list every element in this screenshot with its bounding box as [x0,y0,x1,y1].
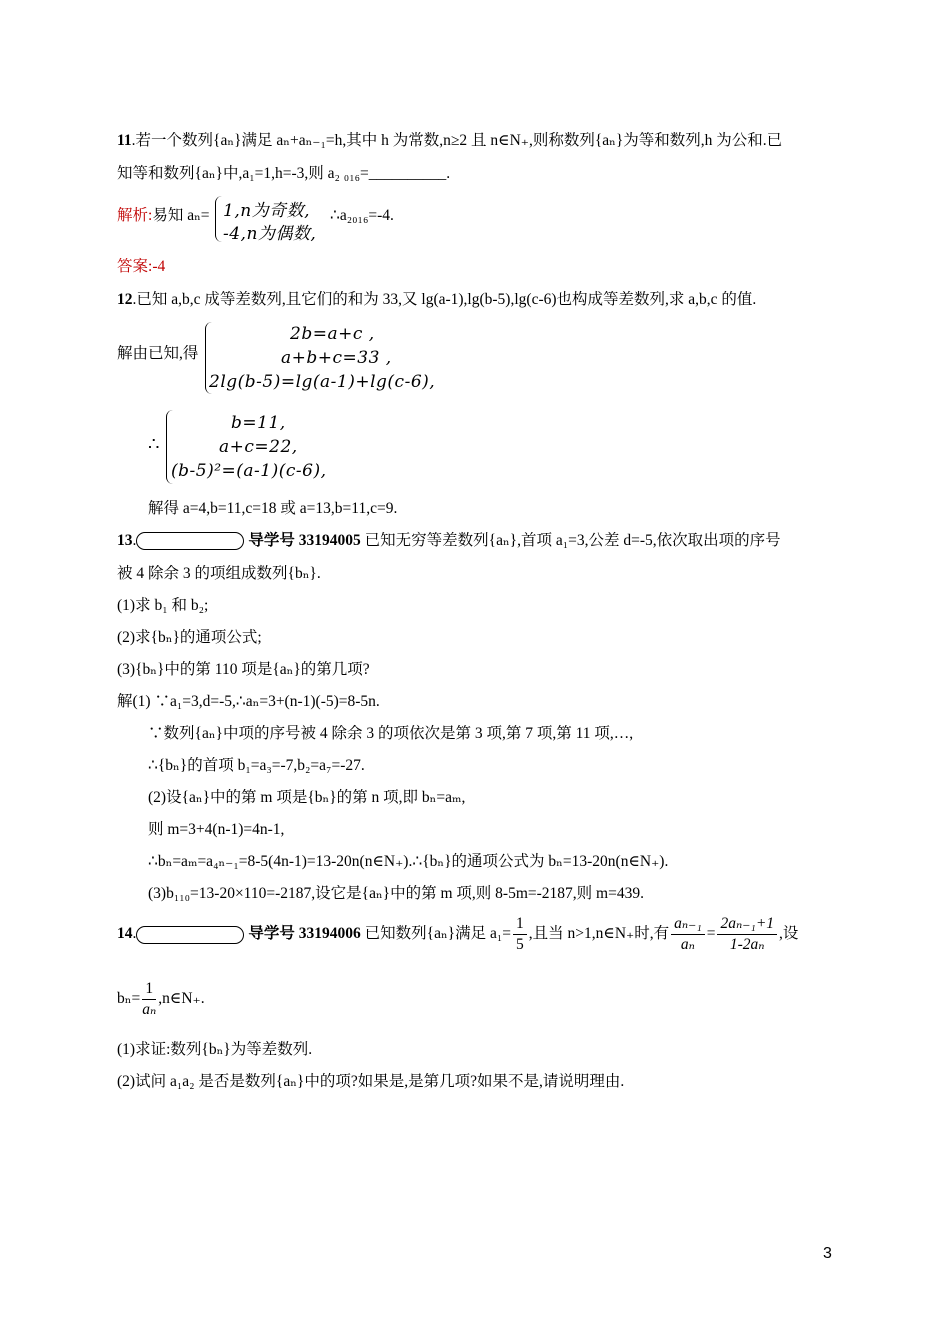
q14-frac-a1 [513,914,527,955]
q14-frac-a1-num: 1 [513,914,527,935]
q14-badge [136,926,244,944]
q13-part1: (1)求 b₁ 和 b₂; [117,597,209,614]
q13-sol5: 则 m=3+4(n-1)=4n-1, [148,821,285,838]
q12-sys1-eq2: a+b+c=33 , [281,348,392,368]
q14-part2: (2)试问 a₁a₂ 是否是数列{aₙ}中的项?如果是,是第几项?如果不是,请说明理由. [117,1073,625,1090]
q14-def-prefix: bₙ= [117,990,141,1008]
q13-part2: (2)求{bₙ}的通项公式; [117,629,262,646]
q11-case2: -4,n为偶数, [223,224,317,244]
q12-therefore: ∴ [148,434,160,454]
q14-frac-lhs-den: aₙ [680,936,695,953]
q13-sol3: ∴{bₙ}的首项 b₁=a₃=-7,b₂=a₇=-27. [148,757,365,774]
q12-sys2-eq2: a+c=22, [219,437,298,457]
q11-brace [215,196,222,242]
q11-answer-value: -4 [152,258,166,275]
q11-number: 11 [117,132,132,149]
page-number: 3 [823,1245,832,1262]
q12-text-line1: .已知 a,b,c 成等差数列,且它们的和为 33,又 lg(a-1),lg(b-5),lg(c-6)也构成等差数列,求 a,b,c 的值. [132,291,757,308]
q14-frac-b [142,979,156,1020]
q11-analysis-prefix: 易知 aₙ= [152,207,210,224]
q13-sol7: (3)b₁₁₀=13-20×110=-2187,设它是{aₙ}中的第 m 项,则 8-5m=-2187,则 m=439. [148,885,644,902]
q13-sol1: 解(1) ∵a₁=3,d=-5,∴aₙ=3+(n-1)(-5)=8-5n. [117,693,380,710]
q14-text-b: ,且当 n>1,n∈N₊时,有 [528,925,670,943]
q14-frac-rhs-den: 1-2aₙ [729,936,765,953]
q11-answer-label: 答案: [117,258,153,275]
q11-answer [117,257,165,277]
q13-line2: 被 4 除余 3 的项组成数列{bₙ}. [117,565,321,582]
q13-part3: (3){bₙ}中的第 110 项是{aₙ}的第几项? [117,661,370,678]
q14-text-c: ,设 [779,925,799,943]
q12-number: 12 [117,291,133,308]
q14-frac-b-num: 1 [142,979,156,1000]
q14-frac-lhs [671,914,705,955]
q14-equals: = [706,925,716,943]
q12-line1 [117,290,756,310]
q13-sol4: (2)设{aₙ}中的第 m 项是{bₙ}的第 n 项,即 bₙ=aₘ, [148,789,466,806]
q14-text-a: 已知数列{aₙ}满足 a₁= [360,925,512,943]
q14-frac-rhs-num: 2aₙ₋₁+1 [717,914,777,935]
q14-frac-a1-den: 5 [516,936,524,953]
q14-def [117,979,205,1020]
q11-line1 [117,131,782,151]
q11-analysis-label: 解析: [117,207,153,224]
q11-case1: 1,n为奇数, [223,201,311,221]
q14-frac-lhs-num: aₙ₋₁ [671,914,705,935]
q14-def-suffix: ,n∈N₊. [158,990,205,1008]
q12-solution-prefix: 解由已知,得 [117,345,199,362]
q14-frac-rhs [717,914,777,955]
q13-text-line1: 已知无穷等差数列{aₙ},首项 a₁=3,公差 d=-5,依次取出项的序号 [360,532,781,549]
q12-sys2-eq1: b=11, [231,413,286,433]
q13-line1: 13. 导学号 33194005 已知无穷等差数列{aₙ},首项 a₁=3,公差 d=-5,依次取出项的序号 [117,532,781,549]
q11-analysis-suffix: ∴a₂₀₁₆=-4. [330,207,394,224]
q11-line2: 知等和数列{aₙ}中,a₁=1,h=-3,则 a₂ ₀₁₆=__________. [117,165,451,182]
q13-sol2: ∵数列{aₙ}中项的序号被 4 除余 3 的项依次是第 3 项,第 7 项,第 11 项,…, [148,725,634,742]
q12-sys1-eq3: 2lg(b-5)=lg(a-1)+lg(c-6), [209,372,436,392]
q13-label: 导学号 33194005 [248,532,361,549]
q14-frac-b-den: aₙ [142,1001,157,1018]
q14-number: 14 [117,925,133,943]
q13-badge [136,532,244,550]
q12-result: 解得 a=4,b=11,c=18 或 a=13,b=11,c=9. [148,500,398,517]
q14-part1: (1)求证:数列{bₙ}为等差数列. [117,1041,313,1058]
q11-analysis [117,206,210,226]
q12-sys2-eq3: (b-5)²=(a-1)(c-6), [171,461,327,481]
q13-sol6: ∴bₙ=aₘ=a₄ₙ₋₁=8-5(4n-1)=13-20n(n∈N₊).∴{bₙ}的通项公式为 bₙ=13-20n(n∈N₊). [148,853,669,870]
q11-text-line1: .若一个数列{aₙ}满足 aₙ+aₙ₋₁=h,其中 h 为常数,n≥2 且 n∈N₊,则称数列{aₙ}为等和数列,h 为公和.已 [131,132,783,149]
q13-number: 13 [117,532,133,549]
q12-sys1-eq1: 2b=a+c , [290,324,375,344]
q14-label: 导学号 33194006 [248,925,361,943]
q14-line1: 14. 导学号 33194006 已知数列{aₙ}满足 a₁= $\frac{1}{5}$ ,且当 n>1,n∈N₊时,有 $\frac{\text{aₙ₋₁}}{\text{aₙ}}$ = $\frac{\text{2aₙ₋₁+1}}{\text{1-2aₙ}}$ ,设 [117,915,799,953]
